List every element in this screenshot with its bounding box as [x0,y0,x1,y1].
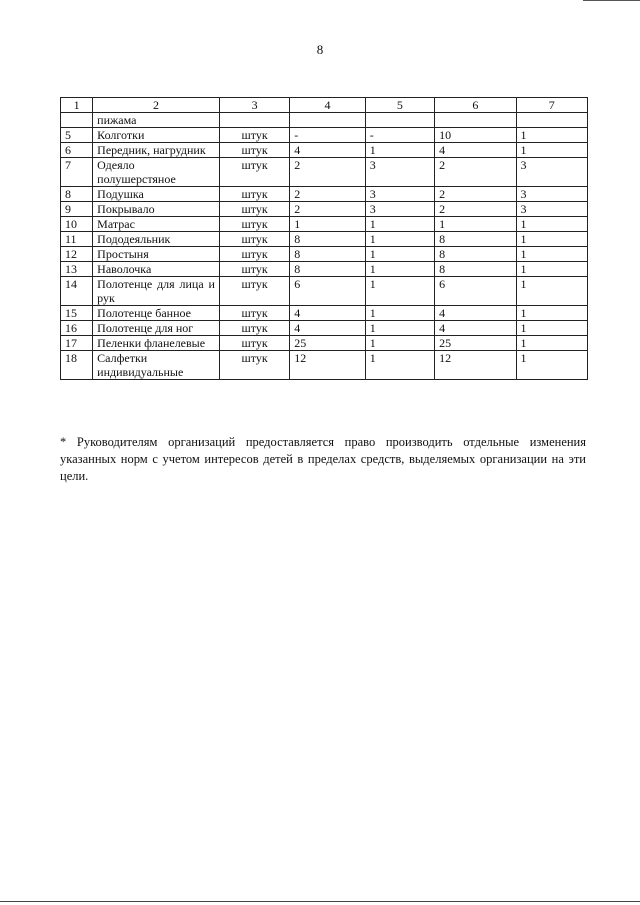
table-row [61,247,588,262]
table-cell: Одеяло полушерстяное [93,158,220,187]
table-cell: 1 [365,306,434,321]
table-cell: 1 [365,262,434,277]
table-cell: Полотенце для лица и рук [93,277,220,306]
table-cell: Наволочка [93,262,220,277]
table-cell: 1 [365,247,434,262]
table-cell: Передник, нагрудник [93,143,220,158]
column-header: 3 [219,98,289,113]
table-cell: 3 [516,202,587,217]
table-cell: 3 [365,202,434,217]
table-row [61,113,588,128]
table-cell: 14 [61,277,93,306]
table-header-row [61,98,588,113]
column-header: 6 [435,98,516,113]
table-cell: 8 [435,262,516,277]
table-cell: 4 [290,143,365,158]
table-cell: 4 [290,321,365,336]
table-cell [365,113,434,128]
table-cell: 8 [61,187,93,202]
table-cell: 10 [435,128,516,143]
table-cell: 3 [365,187,434,202]
table-cell: штук [219,247,289,262]
table-cell: 17 [61,336,93,351]
table-cell: штук [219,202,289,217]
table-cell: штук [219,321,289,336]
table-cell: 15 [61,306,93,321]
table-cell: штук [219,277,289,306]
table-row [61,306,588,321]
table-cell: 1 [516,262,587,277]
table-cell: штук [219,306,289,321]
table-cell: Подушка [93,187,220,202]
table-cell: 1 [516,128,587,143]
column-header: 2 [93,98,220,113]
table-row [61,217,588,232]
table-cell: Матрас [93,217,220,232]
table-cell: 1 [516,232,587,247]
table-cell: Колготки [93,128,220,143]
table-cell: 1 [516,321,587,336]
table-row [61,321,588,336]
table-cell: 6 [61,143,93,158]
table-cell: штук [219,158,289,187]
table-cell: 1 [365,351,434,380]
table-cell: 1 [516,336,587,351]
scan-edge-line [0,901,640,902]
table-cell: штук [219,217,289,232]
table-row [61,351,588,380]
table-cell: 3 [365,158,434,187]
table-row [61,158,588,187]
table-cell: 1 [516,351,587,380]
scan-mark [583,0,640,1]
footnote: * Руководителям организаций предоставляется право производить отдельные изменения указанных норм с учетом интересов детей в пределах средств, выделяемых организации на эти цели. [60,435,586,483]
table-cell: 4 [435,321,516,336]
table-cell: 1 [435,217,516,232]
table-cell: штук [219,351,289,380]
column-header: 4 [290,98,365,113]
table-cell: Покрывало [93,202,220,217]
table-cell: 2 [290,158,365,187]
norms-table [60,97,588,380]
table-cell: 1 [516,306,587,321]
table-cell: 1 [365,143,434,158]
table-cell: штук [219,336,289,351]
table-cell: 2 [435,202,516,217]
table-row [61,128,588,143]
table-cell: 5 [61,128,93,143]
table-cell: 1 [365,321,434,336]
table-cell: 2 [290,187,365,202]
table-cell: 8 [435,232,516,247]
table-cell: 3 [516,187,587,202]
table-cell: 25 [290,336,365,351]
table-row [61,262,588,277]
table-cell: 12 [435,351,516,380]
table-cell: 13 [61,262,93,277]
table-cell: 9 [61,202,93,217]
table-cell [435,113,516,128]
column-header: 5 [365,98,434,113]
table-cell: 18 [61,351,93,380]
table-cell: 4 [435,143,516,158]
table-cell: 1 [516,217,587,232]
table-cell: 1 [516,247,587,262]
table-cell: 1 [290,217,365,232]
table-cell: пижама [93,113,220,128]
table-cell: 1 [365,217,434,232]
table-cell: 2 [435,158,516,187]
table-cell: 1 [365,232,434,247]
table-cell: штук [219,128,289,143]
table-cell [516,113,587,128]
table-cell: штук [219,232,289,247]
table-row [61,277,588,306]
table-row [61,336,588,351]
table-row [61,143,588,158]
table-cell: 3 [516,158,587,187]
table-cell: 2 [435,187,516,202]
table-cell: 10 [61,217,93,232]
table-row [61,202,588,217]
table-cell: штук [219,262,289,277]
table-body [61,113,588,380]
table-cell: Простыня [93,247,220,262]
table-cell: - [365,128,434,143]
table-cell: - [290,128,365,143]
table-cell: 25 [435,336,516,351]
table-cell: 1 [365,336,434,351]
table-cell: 1 [365,277,434,306]
table-cell: 8 [290,247,365,262]
table-cell: штук [219,187,289,202]
table-cell: 4 [290,306,365,321]
table-cell: 16 [61,321,93,336]
table-cell [61,113,93,128]
table-cell: 6 [435,277,516,306]
table-cell: 2 [290,202,365,217]
table-cell: Пеленки фланелевые [93,336,220,351]
table-cell: 8 [290,232,365,247]
column-header: 7 [516,98,587,113]
table-row [61,187,588,202]
page-number: 8 [316,42,324,57]
table-cell: Полотенце для ног [93,321,220,336]
table-row [61,232,588,247]
table-cell [219,113,289,128]
table-cell: 8 [290,262,365,277]
table-cell: штук [219,143,289,158]
column-header: 1 [61,98,93,113]
table-cell: 6 [290,277,365,306]
table-cell [290,113,365,128]
table-cell: Салфетки индивидуальные [93,351,220,380]
table-cell: 1 [516,277,587,306]
table-cell: 12 [61,247,93,262]
table-cell: Полотенце банное [93,306,220,321]
table-cell: 4 [435,306,516,321]
table-cell: 1 [516,143,587,158]
table-cell: Пододеяльник [93,232,220,247]
table-cell: 12 [290,351,365,380]
table-cell: 7 [61,158,93,187]
table-cell: 8 [435,247,516,262]
table-cell: 11 [61,232,93,247]
